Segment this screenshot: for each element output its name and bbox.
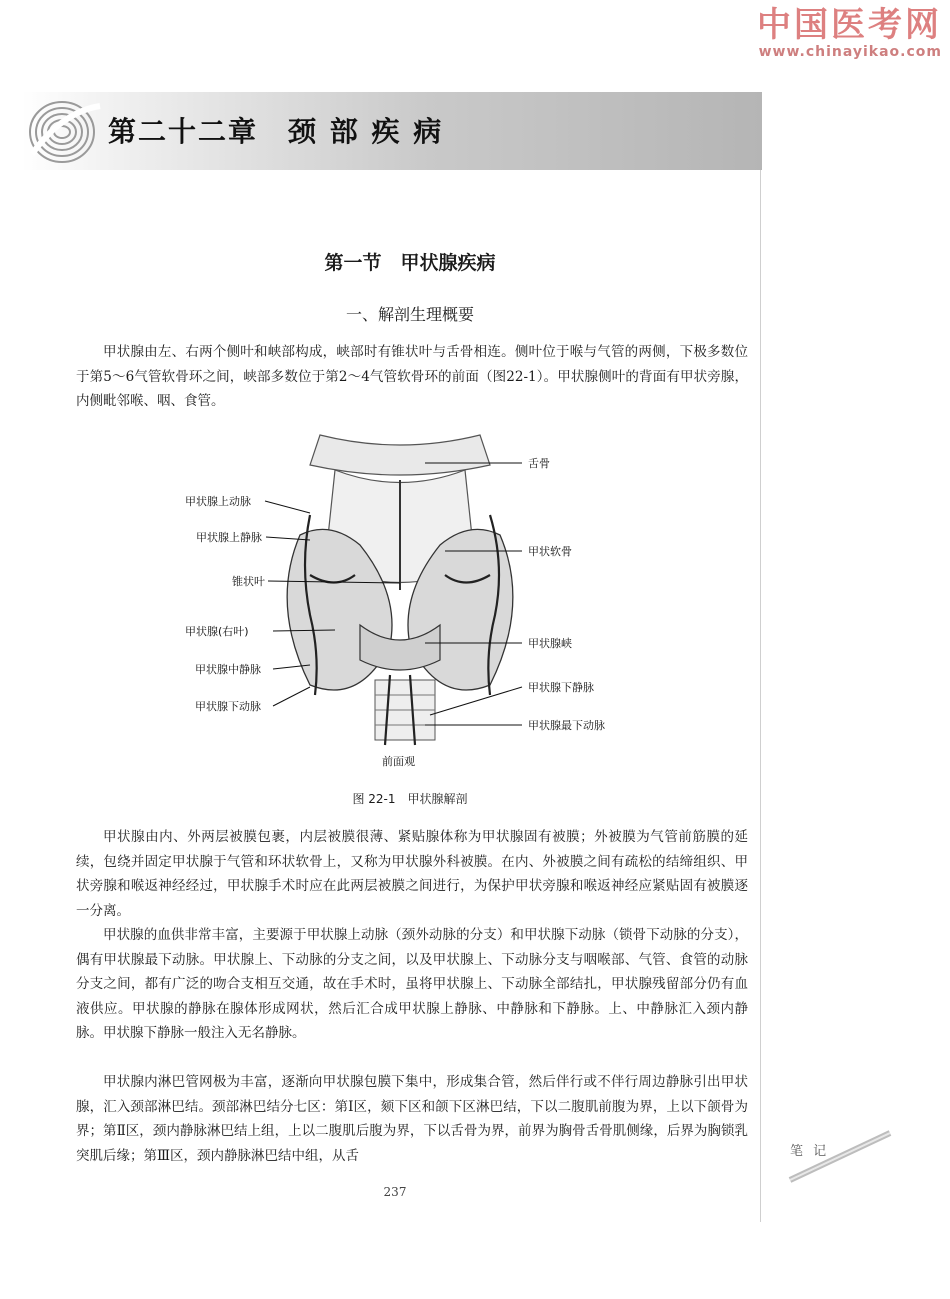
label-superior-thyroid-vein: 甲状腺上静脉 <box>196 531 262 544</box>
section-title: 第一节 甲状腺疾病 <box>324 252 496 274</box>
label-thyroid-ima-artery: 甲状腺最下动脉 <box>528 719 605 732</box>
view-label: 前面观 <box>382 755 415 768</box>
label-middle-thyroid-vein: 甲状腺中静脉 <box>195 663 261 676</box>
label-inferior-thyroid-vein: 甲状腺下静脉 <box>528 681 594 694</box>
paragraph-4: 甲状腺内淋巴管网极为丰富，逐渐向甲状腺包膜下集中，形成集合管，然后伴行或不伴行周边静脉引出甲状腺，汇入颈部淋巴结。颈部淋巴结分七区：第Ⅰ区，颏下区和颌下区淋巴结，下以二腹肌前腹为界，上以下颌骨为界；第Ⅱ区，颈内静脉淋巴结上组，上以二腹肌后腹为界，下以舌骨为界，前界为胸骨舌骨肌侧缘，后界为胸锁乳突肌后缘；第Ⅲ区，颈内静脉淋巴结中组，从舌 <box>76 1074 748 1164</box>
paragraph-1: 甲状腺由左、右两个侧叶和峡部构成，峡部时有锥状叶与舌骨相连。侧叶位于喉与气管的两侧，下极多数位于第5～6气管软骨环之间，峡部多数位于第2～4气管软骨环的前面（图22-1）。甲状腺侧叶的背面有甲状旁腺，内侧毗邻喉、咽、食管。 <box>76 344 748 409</box>
label-thyroid-cartilage: 甲状软骨 <box>528 545 572 558</box>
watermark <box>757 6 942 60</box>
watermark-site-name: 中国医考网 <box>757 5 942 45</box>
label-hyoid-bone: 舌骨 <box>528 457 550 470</box>
notes-label: 笔 记 <box>790 1144 830 1159</box>
thyroid-anatomy-figure <box>160 425 660 775</box>
hyoid-bone-shape <box>310 435 490 475</box>
label-thyroid-isthmus: 甲状腺峡 <box>528 637 572 650</box>
label-inferior-thyroid-artery: 甲状腺下动脉 <box>195 700 261 713</box>
figure-caption: 图 22-1 甲状腺解剖 <box>352 792 468 806</box>
label-pyramidal-lobe: 锥状叶 <box>232 575 265 588</box>
page-number: 237 <box>383 1185 407 1199</box>
label-thyroid-right-lobe: 甲状腺(右叶) <box>185 625 249 638</box>
watermark-url: www.chinayikao.com <box>758 44 942 60</box>
paragraph-2: 甲状腺由内、外两层被膜包裹，内层被膜很薄、紧贴腺体称为甲状腺固有被膜；外被膜为气管前筋膜的延续，包绕并固定甲状腺于气管和环状软骨上，又称为甲状腺外科被膜。在内、外被膜之间有疏松的结缔组织、甲状旁腺和喉返神经经过，甲状腺手术时应在此两层被膜之间进行，为保护甲状旁腺和喉返神经应紧贴固有被膜逐一分离。 <box>76 829 748 919</box>
chapter-title: 第二十二章 颈 部 疾 病 <box>108 115 444 148</box>
subsection-title: 一、解剖生理概要 <box>345 305 474 324</box>
chapter-swirl-logo-icon <box>22 92 112 172</box>
paragraph-3: 甲状腺的血供非常丰富，主要源于甲状腺上动脉（颈外动脉的分支）和甲状腺下动脉（锁骨下动脉的分支），偶有甲状腺最下动脉。甲状腺上、下动脉的分支之间，以及甲状腺上、下动脉分支与咽喉部、气管、食管的动脉分支之间，都有广泛的吻合支相互交通，故在手术时，虽将甲状腺上、下动脉全部结扎，甲状腺残留部分仍有血液供应。甲状腺的静脉在腺体形成网状，然后汇合成甲状腺上静脉、中静脉和下静脉。上、中静脉汇入颈内静脉。甲状腺下静脉一般注入无名静脉。 <box>76 927 748 1041</box>
label-superior-thyroid-artery: 甲状腺上动脉 <box>185 495 251 508</box>
trachea-shape <box>375 680 435 740</box>
